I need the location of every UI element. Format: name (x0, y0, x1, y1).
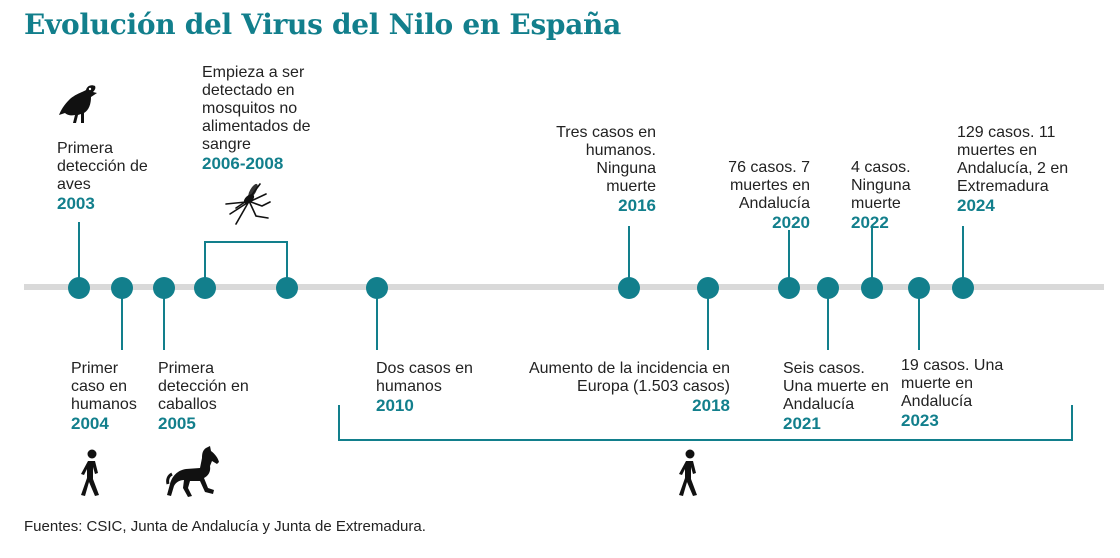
event-year: 2010 (376, 396, 414, 415)
event-2005 (158, 360, 258, 433)
source-note: Fuentes: CSIC, Junta de Andalucía y Junta de Extremadura. (24, 518, 426, 535)
event-2004 (71, 360, 153, 433)
event-year: 2024 (957, 196, 995, 215)
event-2006-2008 (202, 64, 337, 173)
dot-2022 (861, 277, 883, 299)
event-2022 (851, 159, 931, 232)
event-desc: Empieza a ser detectado en mosquitos no alimentados de sangre (202, 64, 311, 153)
event-desc: Primera detección de aves (57, 140, 148, 193)
event-desc: 19 casos. Una muerte en Andalucía (901, 357, 1004, 410)
event-desc: Primera detección en caballos (158, 360, 249, 413)
event-2023 (901, 357, 1021, 430)
event-desc: Primer caso en humanos (71, 360, 137, 413)
event-2024 (957, 124, 1085, 215)
horse-icon (166, 444, 222, 500)
event-year: 2003 (57, 194, 95, 213)
event-desc: 76 casos. 7 muertes en Andalucía (728, 159, 810, 212)
dot-2023 (908, 277, 930, 299)
event-desc: Dos casos en humanos (376, 360, 473, 395)
event-2016 (548, 124, 656, 215)
dot-2006 (194, 277, 216, 299)
event-year: 2006-2008 (202, 154, 284, 173)
person-walking-icon (676, 449, 702, 499)
range-bracket-right (1071, 405, 1073, 441)
event-year: 2020 (772, 213, 810, 232)
dot-2010 (366, 277, 388, 299)
dot-2021 (817, 277, 839, 299)
dot-2020 (778, 277, 800, 299)
bird-icon (57, 82, 103, 128)
event-2010 (376, 360, 488, 415)
event-year: 2021 (783, 414, 821, 433)
dot-2005 (153, 277, 175, 299)
dot-2008 (276, 277, 298, 299)
event-year: 2022 (851, 213, 889, 232)
event-2018 (516, 360, 730, 415)
event-desc: Tres casos en humanos. Ninguna muerte (556, 124, 656, 195)
event-desc: 4 casos. Ninguna muerte (851, 159, 911, 212)
event-year: 2016 (618, 196, 656, 215)
event-desc: Seis casos. Una muerte en Andalucía (783, 360, 889, 413)
dot-2003 (68, 277, 90, 299)
event-2003 (57, 140, 149, 213)
event-year: 2023 (901, 411, 939, 430)
dot-2018 (697, 277, 719, 299)
event-year: 2005 (158, 414, 196, 433)
dot-2016 (618, 277, 640, 299)
mosquito-icon (222, 180, 272, 228)
bracket-2006-2008-top (204, 241, 288, 243)
timeline-axis (24, 284, 1104, 290)
dot-2024 (952, 277, 974, 299)
event-year: 2004 (71, 414, 109, 433)
dot-2004 (111, 277, 133, 299)
range-bracket-bottom (338, 439, 1073, 441)
event-2020 (714, 159, 810, 232)
event-desc: 129 casos. 11 muertes en Andalucía, 2 en Extremadura (957, 124, 1069, 195)
event-2021 (783, 360, 893, 433)
page-title: Evolución del Virus del Nilo en España (24, 8, 621, 41)
range-bracket-left (338, 405, 340, 441)
event-desc: Aumento de la incidencia en Europa (1.503 casos) (528, 360, 730, 395)
event-year: 2018 (692, 396, 730, 415)
person-walking-icon (78, 449, 104, 499)
